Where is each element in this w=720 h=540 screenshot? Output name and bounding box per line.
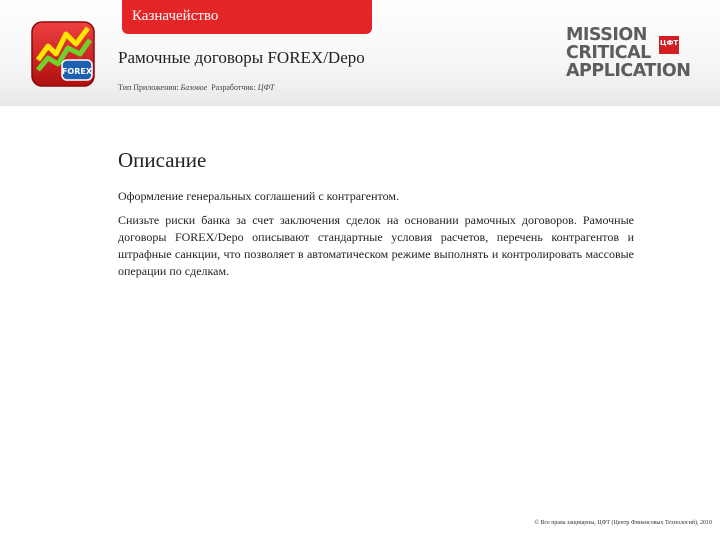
logo-line-3: APPLICATION xyxy=(566,61,691,81)
icon-label: FOREX xyxy=(61,67,93,76)
description-body: Снизьте риски банка за счет заключения сделок на основании рамочных договоров. Рамочные договоры FOREX/Depo описывают стандартные условия расчетов, перечень контрагентов и штрафные санкции, что позволяет в автоматическом режиме выполнять и контролировать массовые операции по сделкам. xyxy=(118,213,634,278)
forex-chart-icon xyxy=(30,20,98,90)
app-type-label: Тип Приложения: xyxy=(118,83,179,92)
copyright: © Все права защищены, ЦФТ (Центр Финансовых Технологий), 2010 xyxy=(534,520,712,526)
logo-line-1: MISSION xyxy=(566,25,647,45)
logo-badge xyxy=(659,36,679,54)
product-title: Рамочные договоры FOREX/Depo xyxy=(118,48,365,67)
mission-critical-logo xyxy=(566,26,694,86)
developer-value: ЦФТ xyxy=(257,83,275,92)
app-type-value: Базовое xyxy=(180,83,208,92)
logo-line-2: CRITICAL xyxy=(566,43,651,63)
developer-label: Разработчик: xyxy=(211,83,256,92)
category-label: Казначейство xyxy=(132,8,219,24)
section-heading: Описание xyxy=(118,148,207,172)
product-meta xyxy=(118,83,274,92)
logo-badge-text: ЦФТ xyxy=(660,39,679,47)
category-tab xyxy=(122,0,372,34)
description-lead: Оформление генеральных соглашений с контрагентом. xyxy=(118,189,399,203)
